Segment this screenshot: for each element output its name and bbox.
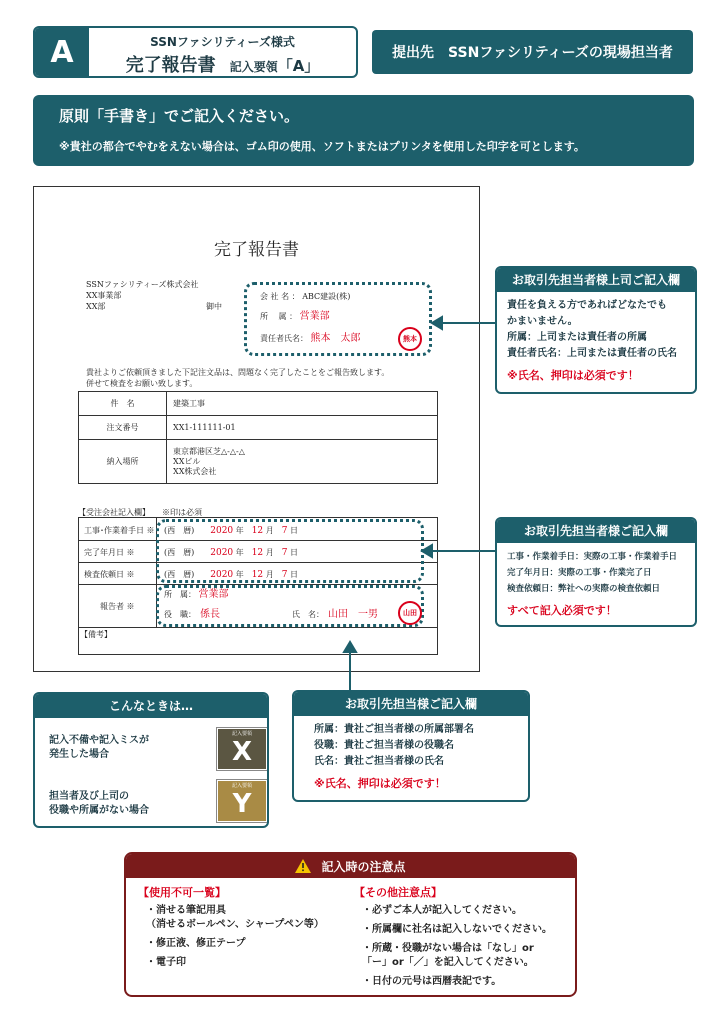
reporter-name: 氏 名： 山田 一男	[292, 609, 378, 620]
case-y-text: 担当者及び上司の 役職や所属がない場合	[49, 791, 149, 816]
table-row: 注文番号 XX1-111111-01	[79, 416, 438, 440]
other-notes-list: 【その他注意点】 ・必ずご本人が記入してください。 ・所属欄に社名は記入しないでください。 ・所蔵・役職がない場合は「なし」or 「ー」or「／」を記入してください。 ・日付の元号は西暦表記です。	[354, 886, 574, 994]
callout-dates: お取引先担当者様ご記入欄 工事・作業着手日：実際の工事・作業着手日 完了年月日：実際の工事・作業完了日 検査依頼日：弊社への実際の検査依頼日 すべて記入必須です！	[495, 517, 697, 627]
inspect-date-label: 検査依頼日 ※	[84, 570, 135, 579]
callout-dates-title: お取引先担当者様ご記入欄	[497, 519, 695, 543]
company-row: 会 社 名 ： ABC建設(株)	[260, 292, 351, 301]
rule-line-2: ※貴社の都合でやむをえない場合は、ゴム印の使用、ソフトまたはプリンタを使用した印字を可とします。	[59, 140, 585, 153]
boss-name-row: 責任者氏名： 熊本 太郎	[260, 333, 361, 344]
reporter-dept: 所 属： 営業部	[164, 589, 229, 600]
list-item: ・日付の元号は西暦表記です。	[362, 976, 502, 987]
date-row: (西 暦) 2020 年 12 月 7 日	[164, 570, 298, 580]
badge-y[interactable]: 記入要領 Y	[217, 780, 267, 822]
seal-yamada: 山田	[398, 601, 422, 625]
seal-kumamoto: 熊本	[398, 327, 422, 351]
list-item: ・所蔵・役職がない場合は「なし」or 「ー」or「／」を記入してください。	[362, 943, 534, 968]
table-row: 件 名 建築工事	[79, 392, 438, 416]
onchu: 御中	[206, 302, 222, 311]
start-date-label: 工事･作業着手日 ※	[84, 526, 155, 535]
section-label: 【受注会社記入欄】 ※印は必須	[78, 508, 202, 517]
table-row: 納入場所 東京都港区芝△-△-△ XXビル XX株式会社	[79, 440, 438, 484]
callout-boss-note: ※氏名、押印は必須です！	[507, 369, 639, 382]
list-item: ・修正液、修正テープ	[146, 938, 246, 949]
doc-title: 完了報告書	[214, 240, 299, 260]
callout-reporter: お取引先担当様ご記入欄 所属：貴社ご担当者様の所属部署名 役職：貴社ご担当者様の役職名 氏名：貴社ご担当者様の氏名 ※氏名、押印は必須です！	[292, 690, 530, 802]
callout-dates-note: すべて記入必須です！	[507, 604, 617, 617]
date-row: (西 暦) 2020 年 12 月 7 日	[164, 526, 298, 536]
arrowhead-boss	[432, 317, 442, 329]
date-row: (西 暦) 2020 年 12 月 7 日	[164, 548, 298, 558]
badge-x[interactable]: 記入要領 X	[217, 728, 267, 770]
warning-icon	[295, 859, 311, 873]
remarks-label: 【備考】	[80, 630, 112, 639]
form-title: 完了報告書 記入要領「A」	[125, 55, 320, 76]
callout-boss: お取引先担当者様上司ご記入欄 責任を負える方であればどなたでも かまいません。 所属：上司または責任者の所属 責任者氏名：上司または責任者の氏名 ※氏名、押印は必須です！	[495, 266, 697, 394]
list-item: ・消せる筆記用具 （消せるボールペン、シャープペン等）	[146, 905, 324, 930]
complete-date-label: 完了年月日 ※	[84, 548, 135, 557]
arrowhead-dates	[422, 545, 432, 557]
caution-title: 記入時の注意点	[321, 859, 406, 874]
intro-text: 貴社よりご依頼頂きました下記注文品は、問題なく完了したことをご報告致します。 併せて検査をお願い致します。	[86, 368, 390, 388]
callout-reporter-title: お取引先担当様ご記入欄	[294, 692, 528, 716]
list-item: ・電子印	[146, 957, 186, 968]
company-format: SSNファシリティーズ様式	[150, 35, 295, 49]
unusable-list: 【使用不可一覧】 ・消せる筆記用具 （消せるボールペン、シャープペン等） ・修正液、修正テープ ・電子印	[138, 886, 348, 975]
form-letter: A	[35, 28, 89, 76]
when-box	[33, 692, 269, 828]
submit-to-banner: 提出先 SSNファシリティーズの現場担当者	[372, 30, 693, 74]
addressee: SSNファシリティーズ株式会社 XX事業部 XX部	[86, 280, 199, 311]
callout-reporter-note: ※氏名、押印は必須です！	[314, 777, 446, 790]
case-x-text: 記入不備や記入ミスが 発生した場合	[49, 735, 149, 760]
when-box-title: こんなときは…	[35, 694, 267, 718]
reporter-role: 役 職： 係長	[164, 609, 220, 620]
arrowhead-reporter	[344, 642, 356, 652]
rule-line-1: 原則「手書き」でご記入ください。	[59, 107, 300, 125]
dept-row: 所 属 ： 営業部	[260, 311, 330, 322]
caution-box	[124, 852, 577, 997]
list-item: ・所属欄に社名は記入しないでください。	[362, 924, 552, 935]
reporter-label: 報告者 ※	[100, 602, 135, 611]
callout-boss-title: お取引先担当者様上司ご記入欄	[497, 268, 695, 292]
list-item: ・必ずご本人が記入してください。	[362, 905, 522, 916]
